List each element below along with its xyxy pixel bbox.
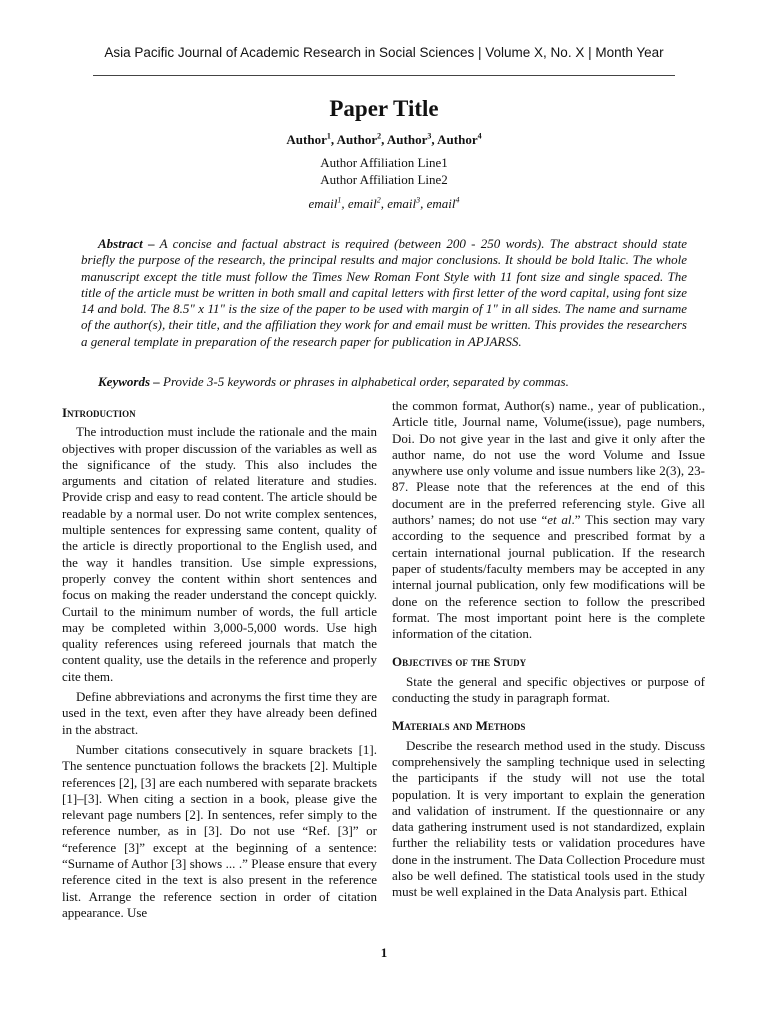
email-superscript: 3 <box>416 195 421 205</box>
et-al-text: et al <box>547 512 572 528</box>
keywords-text: Provide 3-5 keywords or phrases in alphabetical order, separated by commas. <box>163 374 569 389</box>
email-text: email <box>387 196 417 211</box>
section-heading-methods: Materials and Methods <box>392 718 526 734</box>
objectives-paragraph: State the general and specific objectives or purpose of conducting the study in paragraph format. <box>392 673 705 706</box>
introduction-paragraph: Define abbreviations and acronyms the first time they are used in the text, even after they have already been defined in the abstract. <box>62 689 377 737</box>
author-superscript: 4 <box>477 131 482 141</box>
author-list: Author$^1$, Author$^2$, Author$^3$, Author$^4$ <box>286 131 482 147</box>
introduction-continued-text-end: .” This section may vary according to the sequence and prescribed format by a certain international journal publication. If the research paper of students/faculty members may be accepted in any internal journal publication, only few modifications will be done on the reference section to follow the prescribed format. The most important point here is the complete information of the citation. <box>392 512 705 642</box>
author-name: Author <box>386 132 428 147</box>
introduction-continued-text: the common format, Author(s) name., year of publication., Article title, Journal name, Volume(issue), page numbers, Doi. Do not give year in the last and give it only after the author name, do not use the word Volume and Issue anywhere use only volume and issue numbers like 2(3), 23-87. Please note that the references at the end of this document are in the preferred referencing style. Give all authors’ names; do not use “ <box>392 398 705 528</box>
introduction-paragraph: The introduction must include the rationale and the main objectives with proper discussion of the variables as well as the significance of the study. This also includes the arguments and citation of related literature and studies. Provide crisp and easy to read content. The article should be readable by a normal user. Do not write complex sentences, multiple sentences for expressing same content, quality of the article is directly proportional to the English used, and the way it handles transition. Use simple expressions, properly convey the content within short sentences and focus on making the reader understand the concept quickly. Curtail to the minimum number of words, the full article may be completed within 3,000-5,000 words. Use high quality references using refereed journals that match the content quality, use the details in the reference and properly cite them. <box>62 424 377 684</box>
section-heading-objectives: Objectives of the Study <box>392 654 527 670</box>
author-superscript: 3 <box>427 131 432 141</box>
left-column <box>62 405 377 925</box>
abstract-label: Abstract – <box>98 236 155 251</box>
journal-header: Asia Pacific Journal of Academic Research in Social Sciences | Volume X, No. X | Month Year <box>104 45 664 60</box>
author-affiliation-line-1: Author Affiliation Line1 <box>320 155 448 170</box>
introduction-paragraph-continued <box>392 398 705 642</box>
email-superscript: 2 <box>376 195 381 205</box>
author-name: Author <box>437 132 478 147</box>
abstract <box>81 236 687 350</box>
introduction-paragraph: Number citations consecutively in square brackets [1]. The sentence punctuation follows the brackets [2]. Multiple references [2], [3] are each numbered with separate brackets [1]–[3]. When citing a section in a book, please give the relevant page numbers [2]. In sentences, refer simply to the reference number, as in [3]. Do not use “Ref. [3]” or “reference [3]” except at the beginning of a sentence: “Surname of Author [3] shows ... .” Please ensure that every reference cited in the text is also present in the reference list. Arrange the reference section in order of citation appearance. Use <box>62 741 377 920</box>
email-list: email$^1$, email$^2$, email$^3$, email$^4$ <box>308 195 460 211</box>
keywords <box>98 374 688 390</box>
email-superscript: 4 <box>455 195 460 205</box>
section-heading-introduction: Introduction <box>62 405 136 420</box>
author-name: Author <box>336 132 378 147</box>
methods-paragraph: Describe the research method used in the study. Discuss comprehensively the sampling technique used in selecting the participants if the study will not use the total population. It is very important to explain the generation and validation of instrument. If the questionnaire or any data gathering instrument used is not standardized, explain further the reliability tests or validation procedures have done in the instrument. The Data Collection Procedure must also be well defined. The statistical tools used in the study must be well explained in the Data Analysis part. Ethical <box>392 737 705 900</box>
email-text: email <box>347 196 377 211</box>
email-text: email <box>308 196 338 211</box>
abstract-text: A concise and factual abstract is required (between 200 - 250 words). The abstract should state briefly the purpose of the research, the principal results and major conclusions. It should be bold Italic. The whole manuscript except the title must follow the Times New Roman Font Style with 11 font size and single spaced. The title of the article must be written in both small and capital letters with first letter of the word capital, using font size 14 and bold. The 8.5" x 11" is the size of the paper to be used with margin of 1" in all sides. The name and surname of the author(s), their title, and the affiliation they work for and email must be written. This provides the researchers a general template in preparation of the research paper for publication in APJARSS. <box>81 236 688 349</box>
page-number: 1 <box>380 945 388 960</box>
right-column <box>392 398 705 905</box>
keywords-label: Keywords – <box>98 374 160 389</box>
author-name: Author <box>286 132 327 147</box>
author-affiliation-line-2: Author Affiliation Line2 <box>320 172 448 187</box>
email-text: email <box>426 196 456 211</box>
email-superscript: 1 <box>337 195 342 205</box>
author-superscript: 2 <box>377 131 382 141</box>
author-superscript: 1 <box>326 131 331 141</box>
paper-title: Paper Title <box>329 96 439 121</box>
header-divider <box>93 75 675 76</box>
